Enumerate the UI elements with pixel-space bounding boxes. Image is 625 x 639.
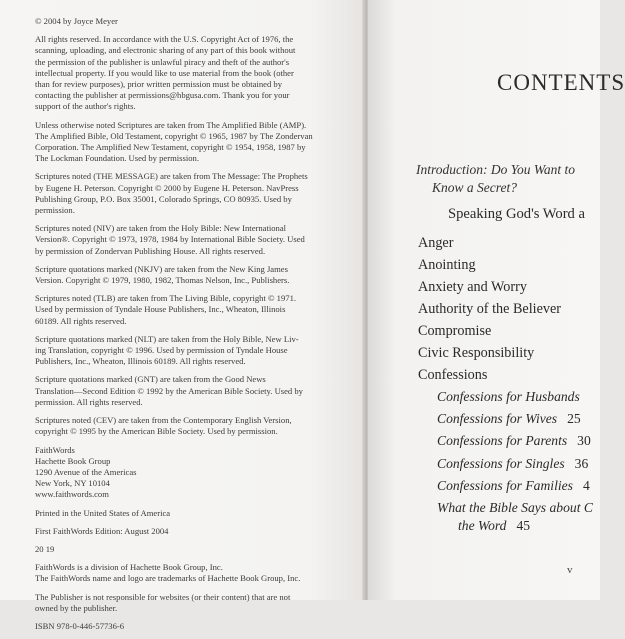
toc-part-heading: Speaking God's Word a <box>448 206 585 222</box>
toc-sub-entry: Confessions for Wives 25 <box>437 411 581 426</box>
rights-line: scanning, uploading, and electronic sharing of any part of this book without <box>35 45 296 56</box>
scripture-note-tlb: Scriptures noted (TLB) are taken from The Living Bible, copyright © 1971. Used by permission of Tyndale House Publishers, Inc., Wheaton, Illinois 60189. All rights reserved. <box>35 293 297 326</box>
publisher-address: FaithWords Hachette Book Group 1290 Avenue of the Americas New York, NY 10104 www.faithwords.com <box>35 444 137 500</box>
toc-entry: Anger <box>418 235 454 251</box>
scripture-note-cev: Scriptures noted (CEV) are taken from the Contemporary English Version, copyright © 1995 by the American Bible Society. Used by permission. <box>35 415 292 437</box>
rights-line: All rights reserved. In accordance with the U.S. Copyright Act of 1976, the <box>35 34 294 45</box>
toc-sub-entry: Confessions for Singles 36 <box>437 456 589 471</box>
division-note: FaithWords is a division of Hachette Book Group, Inc. The FaithWords name and logo are trademarks of Hachette Book Group, Inc. <box>35 562 301 584</box>
toc-page-number: 45 <box>516 518 531 533</box>
toc-sub-entry: Confessions for Families 4 <box>437 478 590 493</box>
website-disclaimer: The Publisher is not responsible for websites (or their content) that are not owned by the publisher. <box>35 591 291 613</box>
scripture-note-gnt: Scripture quotations marked (GNT) are taken from the Good News Translation—Second Edition © 1992 by the American Bible Society. Used by permission. All rights reserved. <box>35 374 303 407</box>
toc-entry: Confessions <box>418 367 488 383</box>
printed-in: Printed in the United States of America <box>35 507 171 518</box>
scripture-note-nkjv: Scripture quotations marked (NKJV) are taken from the New King James Version. Copyright © 1979, 1980, 1982, Thomas Nelson, Inc., Publishers. <box>35 263 290 286</box>
isbn: ISBN 978-0-446-57736-6 <box>35 620 125 631</box>
toc-page-number: 25 <box>567 411 581 426</box>
scripture-note-message: Scriptures noted (THE MESSAGE) are taken from The Message: The Prophets by Eugene H. Peterson. Copyright © 2000 by Eugene H. Peterson. NavPress Publishing Group, P.O. Box 35001, Colorado Springs, CO 80935. Used by permission. <box>35 171 308 216</box>
scripture-note-nlt: Scripture quotations marked (NLT) are taken from the Holy Bible, New Liv- ing Translation, copyright © 1996. Used by permission of Tyndale House Publishers, Inc., Wheaton, Illinois 60189. All rights reserved. <box>35 333 299 367</box>
toc-intro-line-2: Know a Secret? <box>432 180 517 195</box>
scripture-note-niv: Scriptures noted (NIV) are taken from the Holy Bible: New International Version®. Copyright © 1973, 1978, 1984 by International Bible Society. Used by permission of Zondervan Publishing House. All rights reserved. <box>35 223 305 256</box>
rights-line: intellectual property. If you would like to use material from the book (other <box>35 67 294 78</box>
page-folio: v <box>567 564 573 576</box>
scripture-note-amp: Unless otherwise noted Scriptures are taken from The Amplified Bible (AMP). The Amplified Bible, Old Testament, copyright © 1965, 1987 by The Zondervan Corporation. The Amplified New Testament, copyright © 1954, 1958, 1987 by The Lockman Foundation. Used by permission. <box>35 119 313 164</box>
contents-title: CONTENTS <box>497 70 625 95</box>
toc-page-number: 4 <box>582 478 590 493</box>
toc-entry: Compromise <box>418 323 492 339</box>
toc-page-number: 30 <box>577 433 591 448</box>
rights-line: than for review purposes), prior written permission must be obtained by <box>35 79 283 90</box>
toc-entry: Anxiety and Worry <box>418 279 527 295</box>
rights-line: contacting the publisher at permissions@hbgusa.com. Thank you for your <box>35 90 290 101</box>
toc-intro-line-1: Introduction: Do You Want to <box>416 162 576 177</box>
copyright-notice: © 2004 by Joyce Meyer <box>35 16 118 26</box>
toc-entry: Anointing <box>418 257 476 273</box>
edition: First FaithWords Edition: August 2004 <box>35 525 169 536</box>
rights-line: support of the author's rights. <box>35 101 136 112</box>
toc-sub-entry: Confessions for Parents 30 <box>437 433 591 448</box>
toc-sub-entry-line-1: What the Bible Says about C <box>437 500 593 515</box>
rights-paragraph <box>35 34 345 112</box>
toc-sub-entry: Confessions for Husbands <box>437 389 580 404</box>
toc-entry: Authority of the Believer <box>418 301 562 317</box>
print-run: 20 19 <box>35 543 55 554</box>
rights-line: the permission of the publisher is unlawful piracy and theft of the author's <box>35 56 290 67</box>
copyright-block <box>35 16 345 639</box>
toc-sub-entry-line-2: the Word 45 <box>458 518 531 533</box>
toc-entry: Civic Responsibility <box>418 345 535 361</box>
toc-page-number: 36 <box>574 456 589 471</box>
